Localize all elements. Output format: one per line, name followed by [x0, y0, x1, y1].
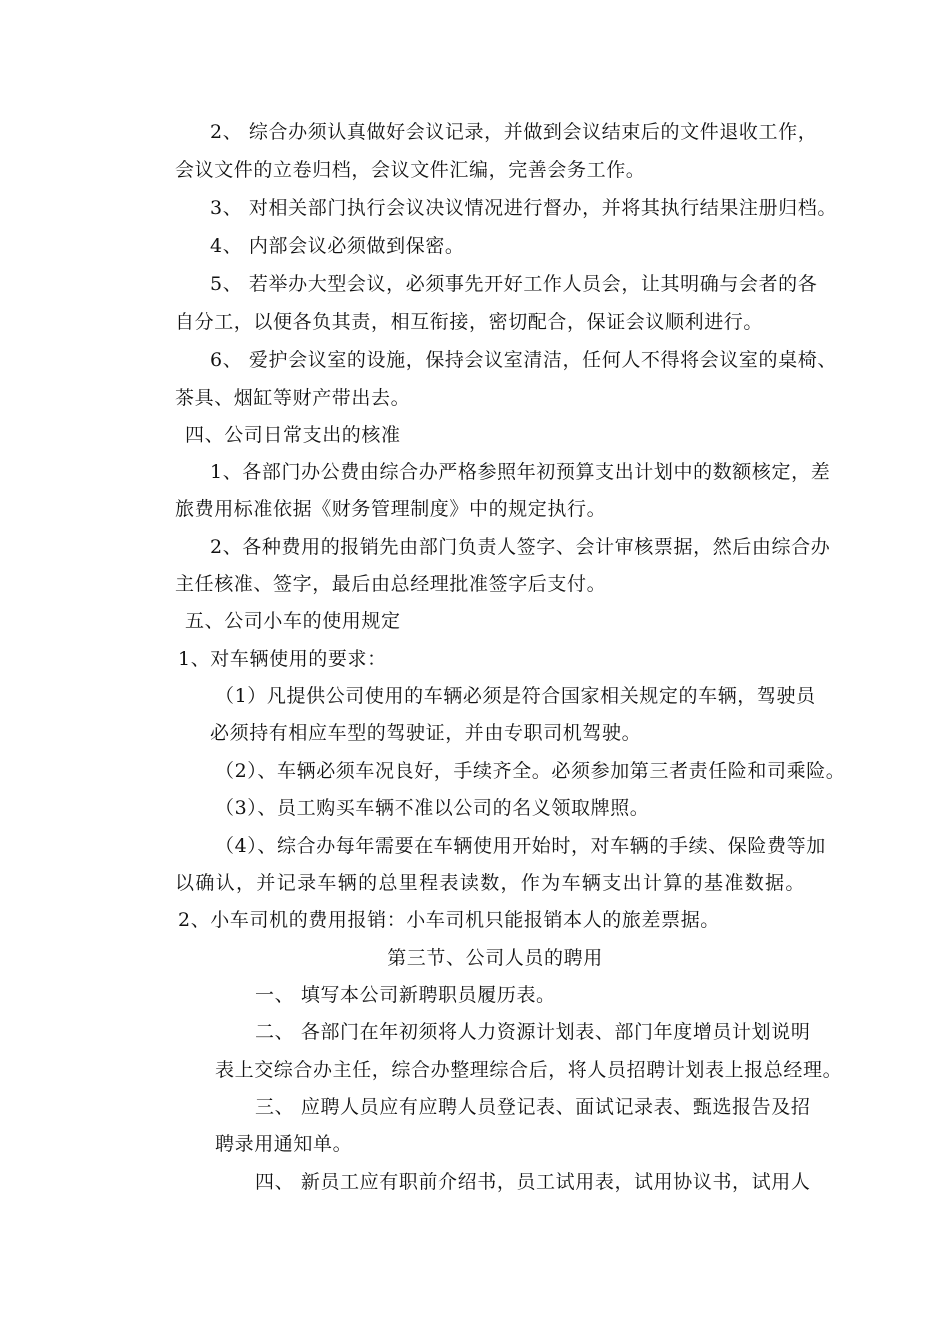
clause-6-line-2: 茶具、烟缸等财产带出去。	[175, 387, 411, 409]
hiring-item-3-line-1: 三、 应聘人员应有应聘人员登记表、面试记录表、甄选报告及招	[255, 1096, 811, 1118]
hiring-item-1: 一、 填写本公司新聘职员履历表。	[255, 984, 556, 1006]
vehicle-req-4-line-1: （4）、综合办每年需要在车辆使用开始时，对车辆的手续、保险费等加	[215, 835, 826, 857]
hiring-item-2-line-1: 二、 各部门在年初须将人力资源计划表、部门年度增员计划说明	[255, 1021, 811, 1043]
clause-4: 4、 内部会议必须做到保密。	[210, 235, 465, 257]
section-4-item-2-line-1: 2、各种费用的报销先由部门负责人签字、会计审核票据，然后由综合办	[210, 536, 831, 558]
section-5-item-2: 2、小车司机的费用报销：小车司机只能报销本人的旅差票据。	[178, 909, 720, 931]
clause-3: 3、 对相关部门执行会议决议情况进行督办，并将其执行结果注册归档。	[210, 197, 837, 219]
section-4-item-1-line-1: 1、各部门办公费由综合办严格参照年初预算支出计划中的数额核定，差	[210, 461, 831, 483]
vehicle-req-3: （3）、员工购买车辆不准以公司的名义领取牌照。	[215, 797, 650, 819]
vehicle-req-1-line-2: 必须持有相应车型的驾驶证，并由专职司机驾驶。	[210, 722, 642, 744]
section-5-heading: 五、公司小车的使用规定	[185, 610, 401, 632]
clause-6-line-1: 6、 爱护会议室的设施，保持会议室清洁，任何人不得将会议室的桌椅、	[210, 349, 837, 371]
hiring-item-4-line-1: 四、 新员工应有职前介绍书，员工试用表，试用协议书，试用人	[255, 1171, 811, 1193]
vehicle-req-1-line-1: （1）凡提供公司使用的车辆必须是符合国家相关规定的车辆，驾驶员	[215, 685, 816, 707]
clause-2-line-1: 2、 综合办须认真做好会议记录，并做到会议结束后的文件退收工作，	[210, 121, 818, 143]
vehicle-req-4-line-2: 以确认，并记录车辆的总里程表读数，作为车辆支出计算的基准数据。	[175, 872, 805, 894]
chapter-3-title: 第三节、公司人员的聘用	[387, 947, 603, 969]
hiring-item-2-line-2: 表上交综合办主任，综合办整理综合后，将人员招聘计划表上报总经理。	[215, 1059, 843, 1081]
section-4-heading: 四、公司日常支出的核准	[185, 424, 401, 446]
clause-5-line-1: 5、 若举办大型会议，必须事先开好工作人员会，让其明确与会者的各	[210, 273, 818, 295]
hiring-item-3-line-2: 聘录用通知单。	[215, 1133, 353, 1155]
clause-5-line-2: 自分工，以便各负其责，相互衔接，密切配合，保证会议顺利进行。	[175, 311, 764, 333]
vehicle-req-2: （2）、车辆必须车况良好，手续齐全。必须参加第三者责任险和司乘险。	[215, 760, 846, 782]
section-4-item-1-line-2: 旅费用标准依据《财务管理制度》中的规定执行。	[175, 498, 607, 520]
section-5-item-1: 1、对车辆使用的要求：	[178, 648, 387, 670]
section-4-item-2-line-2: 主任核准、签字，最后由总经理批准签字后支付。	[175, 573, 607, 595]
clause-2-line-2: 会议文件的立卷归档，会议文件汇编，完善会务工作。	[175, 159, 646, 181]
